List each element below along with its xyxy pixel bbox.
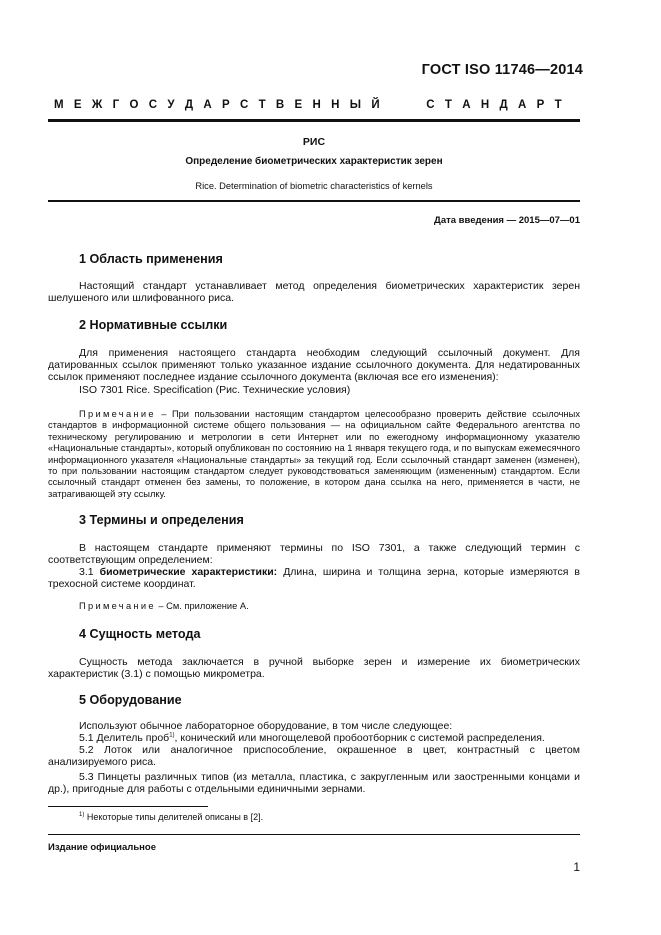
page-number: 1 (573, 860, 580, 874)
section-2-note (48, 409, 580, 500)
note-text: – См. приложение А. (155, 601, 249, 611)
banner-letter: В (275, 99, 285, 111)
standard-banner (54, 99, 562, 111)
header-rule (48, 119, 580, 122)
edition-label: Издание официальное (48, 842, 156, 853)
banner-letter: Г (112, 99, 120, 111)
item-5-1-rest: , конический или многощелевой пробоотборник с системой распределения. (174, 732, 545, 744)
banner-letter: С (239, 99, 249, 111)
banner-letter: Р (536, 99, 545, 111)
footer-rule (48, 834, 580, 835)
banner-letter: А (203, 99, 212, 111)
title-rule (48, 200, 580, 202)
item-5-1 (48, 732, 580, 744)
banner-letter: Ы (349, 99, 362, 111)
banner-letter: Н (331, 99, 340, 111)
note-label: Примечание (79, 601, 156, 611)
term-3-1 (48, 566, 580, 590)
banner-letter: Й (371, 99, 380, 111)
banner-letter: У (167, 99, 175, 111)
banner-letter: Ж (91, 99, 103, 111)
footnote-separator (48, 806, 208, 807)
title-full: Определение биометрических характеристик зерен (185, 156, 443, 167)
document-code: ГОСТ ISO 11746—2014 (421, 62, 583, 78)
banner-letter: С (426, 99, 435, 111)
item-5-3: 5.3 Пинцеты различных типов (из металла, пластика, с закругленным или заостренными концами и др.), пригодные для работы с отдельными единичными зернами. (48, 771, 580, 796)
banner-letter: О (129, 99, 139, 111)
section-3-text: В настоящем стандарте применяют термины по ISO 7301, а также следующий термин с соответствующим определением: (48, 542, 580, 567)
banner-letter: А (462, 99, 471, 111)
section-4-text: Сущность метода заключается в ручной выборке зерен и измерение их биометрических характеристик (3.1) с помощью микрометра. (48, 656, 580, 681)
title-short: РИС (302, 136, 326, 148)
footnote (79, 812, 263, 822)
banner-letter: Е (294, 99, 303, 111)
section-3-heading: 3 Термины и определения (79, 513, 244, 527)
section-2-text: Для применения настоящего стандарта необходим следующий ссылочный документ. Для датированных ссылок применяют только указанное издание ссылочного документа. Для недатированных ссылок применяют последнее издание ссылочного документа (включая все его изменения): (48, 347, 580, 384)
banner-gap (390, 99, 416, 111)
note-label: Примечание (79, 409, 156, 419)
footnote-ref[interactable]: 1) (169, 732, 175, 739)
footnote-mark: 1) (79, 812, 85, 818)
term-name: биометрические характеристики: (99, 566, 278, 578)
banner-letter: Д (499, 99, 508, 111)
item-5-1-text: 5.1 Делитель проб (79, 732, 170, 744)
banner-letter: Т (444, 99, 452, 111)
title-english: Rice. Determination of biometric characteristics of kernels (195, 181, 433, 191)
section-2-reference: ISO 7301 Rice. Specification (Рис. Технические условия) (79, 384, 351, 396)
section-2-heading: 2 Нормативные ссылки (79, 318, 228, 332)
banner-letter: Р (221, 99, 230, 111)
section-4-heading: 4 Сущность метода (79, 627, 201, 641)
section-5-intro: Используют обычное лабораторное оборудование, в том числе следующее: (79, 720, 453, 732)
section-1-text: Настоящий стандарт устанавливает метод определения биометрических характеристик зерен шелушеного или шлифованного риса. (48, 280, 580, 305)
banner-letter: Е (73, 99, 82, 111)
footnote-text: Некоторые типы делителей описаны в [2]. (84, 812, 264, 822)
section-3-note (48, 601, 580, 612)
section-1-heading: 1 Область применения (79, 252, 223, 266)
banner-letter: А (517, 99, 527, 111)
banner-letter: Т (554, 99, 562, 111)
banner-letter: Д (184, 99, 194, 111)
banner-letter: С (148, 99, 158, 111)
banner-letter: Н (312, 99, 321, 111)
item-5-2: 5.2 Лоток или аналогичное приспособление, окрашенное в цвет, контрастный с цветом анализируемого риса. (48, 744, 580, 769)
note-text: – При пользовании настоящим стандартом целесообразно проверить действие ссылочных стандартов в информационной системе общего пользования — на официальном сайте Федерального агентства по техническому регулированию и метрологии в сети Интернет или по ежегодному информационному указателю «Национальные стандарты», который опубликован по состоянию на 1 января текущего года, и по выпускам ежемесячного информационного указателя «Национальные стандарты» за текущий год. Если ссылочный стандарт заменен (изменен), то при пользовании настоящим стандартом следует руководствоваться заменяющим (измененным) стандартом. Если ссылочный стандарт отменен без замены, то положение, в котором дана ссылка на него, применяется в части, не затрагивающей эту ссылку. (48, 409, 580, 499)
banner-letter: Т (258, 99, 266, 111)
banner-letter: М (54, 99, 64, 111)
banner-letter: Н (480, 99, 490, 111)
introduction-date: Дата введения — 2015—07—01 (434, 215, 580, 226)
term-definition: Длина, ширина и толщина зерна, которые измеряются в трехосной системе координат. (48, 566, 580, 591)
term-number: 3.1 (79, 566, 100, 578)
section-5-heading: 5 Оборудование (79, 693, 182, 707)
